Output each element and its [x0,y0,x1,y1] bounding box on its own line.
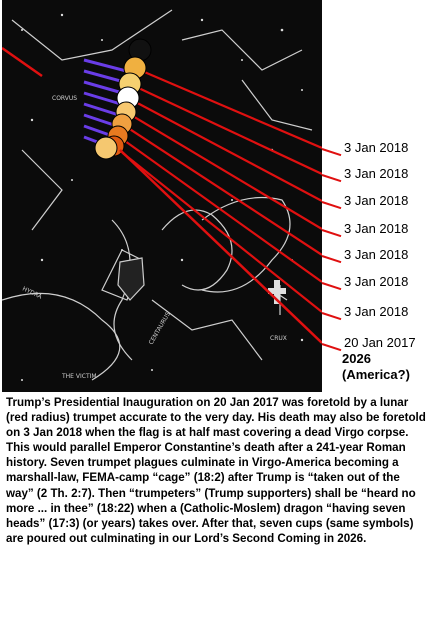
radius-line [130,84,322,174]
date-label: 3 Jan 2018 [344,304,409,319]
date-label: 3 Jan 2018 [344,221,409,236]
radius-line [135,68,322,148]
lunar-radius-lines [114,68,322,312]
label-corvus: CORVUS [52,95,78,102]
date-labels-panel [322,0,433,392]
date-tick [322,229,342,237]
date-label: 20 Jan 2017 [344,335,416,350]
date-tick [322,255,342,263]
label-crux: CRUX [270,335,287,342]
inauguration-radius-line [120,150,322,343]
date-label: 3 Jan 2018 [344,247,409,262]
year-label: 2026 [342,351,371,366]
radius-line [114,146,322,312]
moon-phase [95,137,117,159]
radius-line-origin [2,48,42,76]
date-tick [322,343,342,351]
star-chart [2,0,322,392]
shield-icon [118,258,144,300]
radius-line [122,124,322,255]
date-tick [322,312,342,320]
date-label: 3 Jan 2018 [344,274,409,289]
date-tick [322,201,342,209]
country-label: (America?) [342,367,410,382]
date-label: 3 Jan 2018 [344,140,409,155]
caption-text: Trump’s Presidential Inauguration on 20 Jan 2017 was foretold by a lunar (red radius) trumpet accurate to the very day. His death may also be foretold on 3 Jan 2018 when the flag is at half mast covering a dead Virgo corpse. This would parallel Emperor Constantine’s death after a 241-year Roman history. Seven trumpet plagues culminate in Virgo-America becoming a marshall-law, FEMA-camp “cage” (18:2) after Trump is “taken out of the way” (2 Th. 2:7). Then “trumpeters” (Trump supporters) shall be “heard no more ... in thee” (18:22) when a (Catholic-Moslem) dragon “having seven heads” (17:3) (or years) takes over. After that, seven cups (same symbols) are poured out culminating in our Lord’s Second Coming in 2026. [2,392,431,639]
star-chart-drawing [2,0,322,392]
date-label: 3 Jan 2018 [344,193,409,208]
date-tick [322,174,342,182]
label-hydra: HYDRA [21,285,43,301]
radius-line [118,136,322,282]
label-victim: THE VICTIM [62,373,97,380]
date-tick [322,148,342,156]
date-label: 3 Jan 2018 [344,166,409,181]
date-tick [322,282,342,290]
flag-line [84,60,130,72]
label-centaurus: CENTAURUS [147,310,173,346]
